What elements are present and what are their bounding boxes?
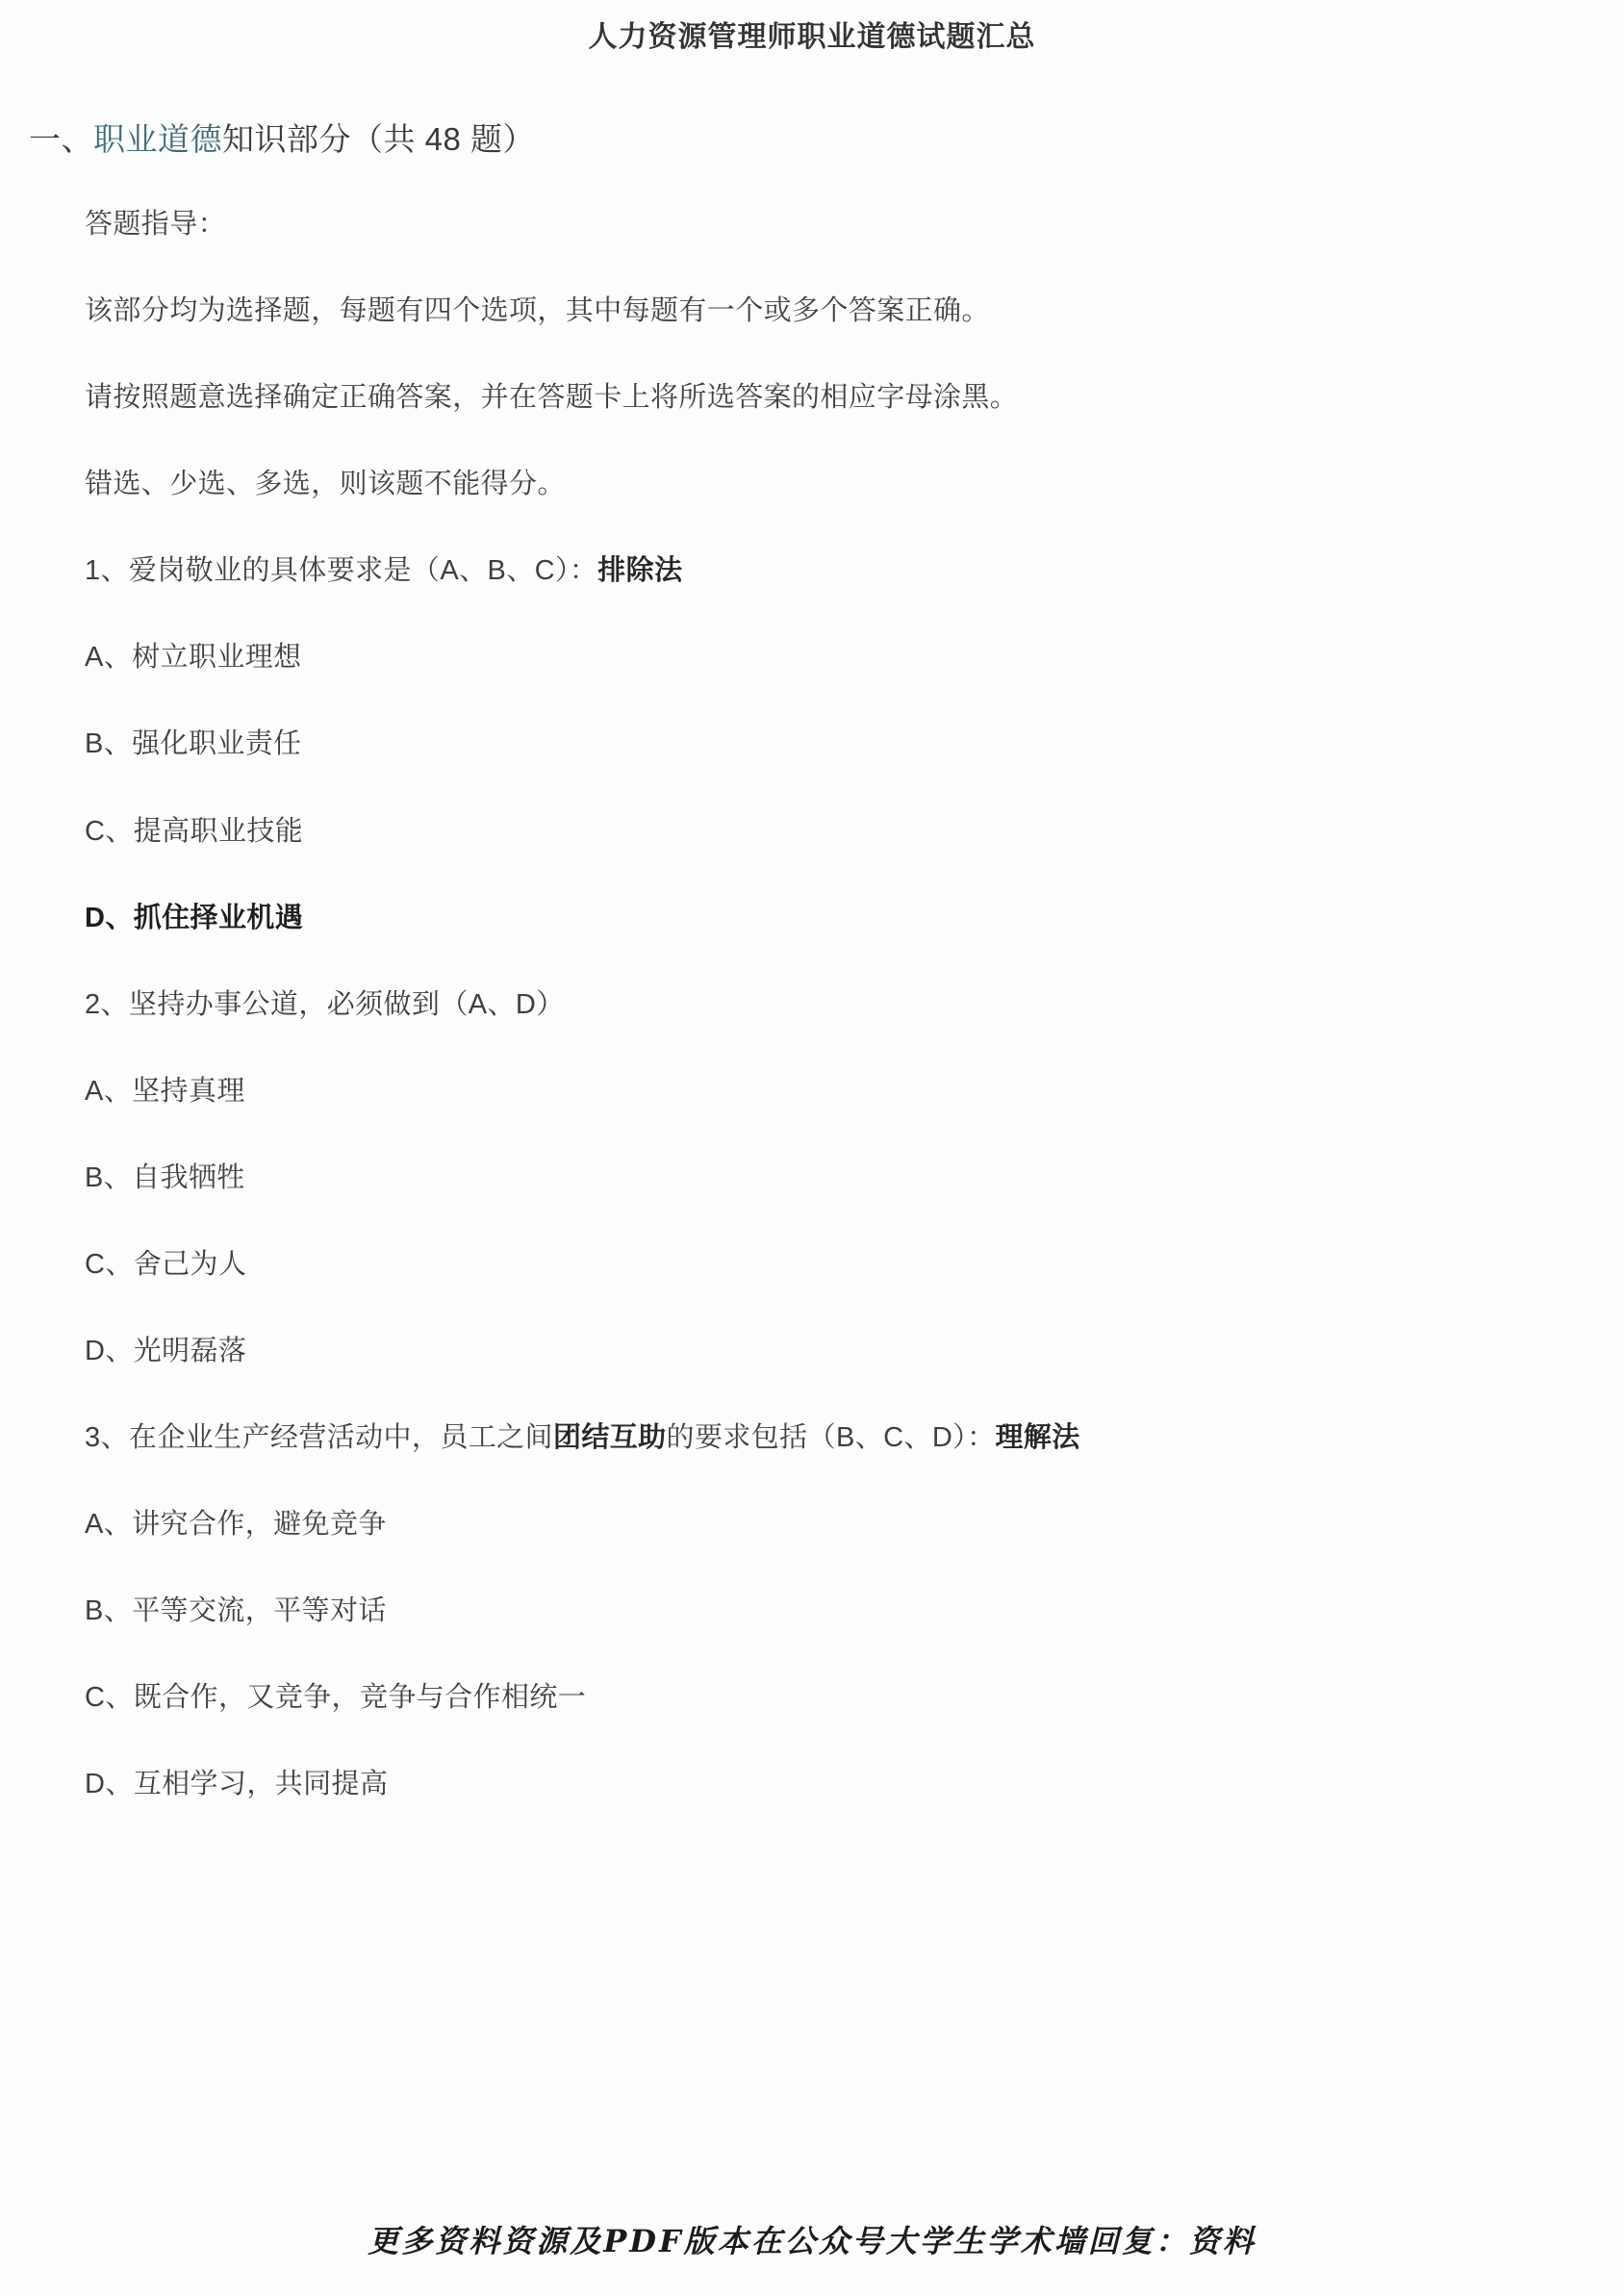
section-heading xyxy=(29,117,1624,162)
footer-promo-text: 更多资料资源及PDF版本在公众号大学生学术墙回复：资料 xyxy=(368,2223,1256,2259)
section-heading-highlight: 职业道德 xyxy=(93,121,222,157)
section-heading-prefix: 一、 xyxy=(29,121,93,157)
option-b: B、自我牺牲 xyxy=(85,1161,245,1193)
section-heading-suffix: 知识部分（共 48 题） xyxy=(222,121,536,157)
option-d: D、抓住择业机遇 xyxy=(85,902,304,933)
option-c: C、提高职业技能 xyxy=(85,815,304,847)
question-stem-text: 的要求包括（B、C、D）： xyxy=(666,1421,996,1453)
option-d: D、光明磊落 xyxy=(85,1335,247,1366)
question-stem-emphasis: 理解法 xyxy=(995,1421,1080,1453)
option-c: C、既合作，又竞争，竞争与合作相统一 xyxy=(85,1681,587,1713)
question-stem-emphasis: 排除法 xyxy=(597,555,683,587)
question-stem-text: 3、在企业生产经营活动中，员工之间 xyxy=(85,1421,553,1453)
option-b: B、强化职业责任 xyxy=(85,728,302,760)
option-b: B、平等交流，平等对话 xyxy=(85,1594,387,1626)
question-stem xyxy=(85,984,1624,1025)
question-stem xyxy=(85,1417,1624,1458)
option-a: A、讲究合作，避免竞争 xyxy=(85,1508,387,1540)
question-stem xyxy=(85,550,1624,591)
option-d: D、互相学习，共同提高 xyxy=(85,1769,389,1800)
page-title: 人力资源管理师职业道德试题汇总 xyxy=(588,21,1036,53)
document-body xyxy=(85,204,1624,1804)
instruction-line-2: 请按照题意选择确定正确答案，并在答题卡上将所选答案的相应字母涂黑。 xyxy=(85,382,1019,414)
instructions-label: 答题指导： xyxy=(85,209,227,241)
question-stem-emphasis: 团结互助 xyxy=(552,1421,667,1453)
option-a: A、树立职业理想 xyxy=(85,642,302,674)
question-stem-text: 1、爱岗敬业的具体要求是（A、B、C）： xyxy=(85,555,598,587)
option-a: A、坚持真理 xyxy=(85,1075,245,1107)
instruction-line-1: 该部分均为选择题，每题有四个选项，其中每题有一个或多个答案正确。 xyxy=(85,295,990,327)
question-stem-text: 2、坚持办事公道，必须做到（A、D） xyxy=(85,988,565,1020)
instruction-line-3: 错选、少选、多选，则该题不能得分。 xyxy=(85,469,566,500)
option-c: C、舍己为人 xyxy=(85,1248,247,1280)
